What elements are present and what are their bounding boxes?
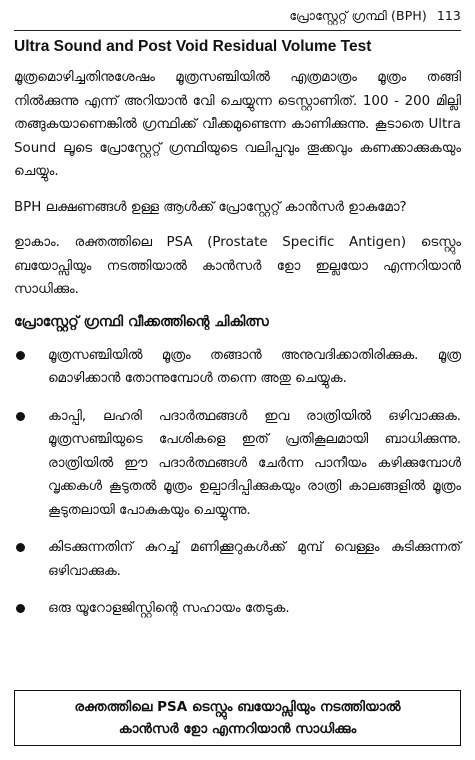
- bullet-icon: [16, 543, 25, 552]
- treatment-list: [14, 344, 461, 621]
- bullet-icon: [16, 412, 25, 421]
- page-number: 113: [436, 8, 461, 23]
- list-item: [14, 597, 461, 621]
- paragraph-ultrasound: മൂത്രമൊഴിച്ചതിനുശേഷം മൂത്രസഞ്ചിയിൽ എത്രമാത്രം മൂത്രം തങ്ങി നിൽക്കുന്നു എന്ന് അറിയാൻ വേി ചെയ്യുന്ന ടെസ്റ്റാണിത്. 100 - 200 മില്ലി തങ്ങുകയാണെങ്കിൽ ഗ്രന്ഥിക്ക് വീക്കമുണ്ടെന്ന കാണിക്കുന്നു. കൂടാതെ Ultra Sound ലൂടെ പ്രോസ്റ്റേറ്റ് ഗ്രന്ഥിയുടെ വലിപ്പവും തൂക്കവും കണക്കാക്കുകയും ചെയ്യും.: [14, 70, 461, 179]
- bullet-icon: [16, 351, 25, 360]
- callout-box: [14, 690, 461, 746]
- list-item-text: കാപ്പി, ലഹരി പദാർത്ഥങ്ങൾ ഇവ രാത്രിയിൽ ഒഴിവാക്കുക. മൂത്രസഞ്ചിയുടെ പേശികളെ ഇത് പ്രതികൂലമായി ബാധിക്കുന്നു. രാത്രിയിൽ ഈ പദാർത്ഥങ്ങൾ ചേർന്ന പാനീയം കഴിക്കുമ്പോൾ വൃക്കകൾ കൂടുതൽ മൂത്രം ഉല്പാദിപ്പിക്കുകയും രാത്രി കാലങ്ങളിൽ മൂത്രം കൂടുതലായി പോകുകയും ചെയ്യുന്നു.: [48, 408, 461, 518]
- list-item: [14, 405, 461, 523]
- callout-line-2: കാൻസർ ഉോ എന്നറിയാൻ സാധിക്കും: [118, 721, 357, 737]
- list-item: [14, 536, 461, 583]
- question-text: BPH ലക്ഷണങ്ങൾ ഉള്ള ആൾക്ക് പ്രോസ്റ്റേറ്റ് കാൻസർ ഉാകുമോ?: [14, 199, 407, 215]
- header-rule: [14, 30, 461, 31]
- treatment-heading: പ്രോസ്റ്റേറ്റ് ഗ്രന്ഥി വീക്കത്തിന്റെ ചികിത്സ: [14, 313, 269, 330]
- section-title: Ultra Sound and Post Void Residual Volume Test: [14, 38, 372, 55]
- answer-text: ഉാകാം. രക്തത്തിലെ PSA (Prostate Specific Antigen) ടെസ്റ്റും ബയോപ്സിയും നടത്തിയാൽ കാൻസർ ഉോ ഇല്ലയോ എന്നറിയാൻ സാധിക്കും.: [14, 235, 461, 297]
- callout-line-1: രക്തത്തിലെ PSA ടെസ്റ്റും ബയോപ്സിയും നടത്തിയാൽ: [74, 699, 401, 715]
- page-content: [14, 38, 461, 635]
- list-item: [14, 344, 461, 391]
- list-item-text: ഒരു യൂറോളജിസ്റ്റിന്റെ സഹായം തേടുക.: [48, 601, 290, 616]
- header-title: പ്രോസ്റ്റേറ്റ് ഗ്രന്ഥി (BPH): [289, 8, 427, 23]
- bullet-icon: [16, 604, 25, 613]
- running-header: [14, 8, 461, 24]
- list-item-text: മൂത്രസഞ്ചിയിൽ മൂത്രം തങ്ങാൻ അനുവദിക്കാതിരിക്കുക. മൂത്ര മൊഴിക്കാൻ തോന്നുമ്പോൾ തന്നെ അതു ചെയ്യുക.: [48, 347, 461, 386]
- list-item-text: കിടക്കുന്നതിന് കുറച്ച് മണിക്കൂറുകൾക്ക് മുമ്പ് വെള്ളം കുടിക്കുന്നത് ഒഴിവാക്കുക.: [48, 540, 461, 579]
